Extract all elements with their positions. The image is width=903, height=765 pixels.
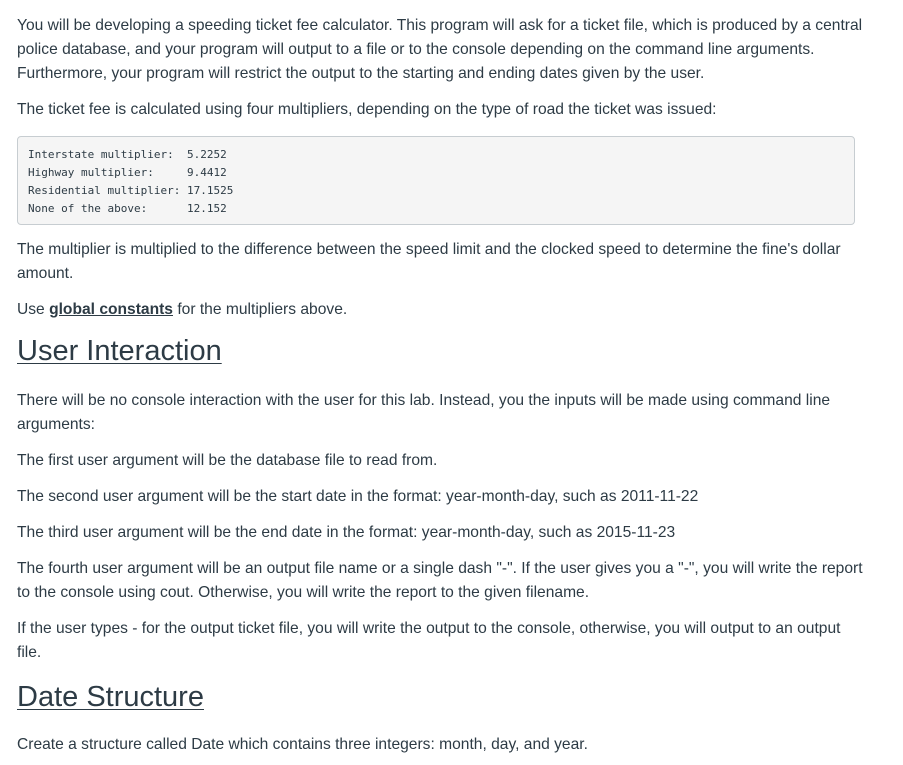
code-value: 5.2252 xyxy=(186,148,227,161)
global-prefix: Use xyxy=(17,301,50,318)
first-argument-paragraph: The first user argument will be the database file to read from. xyxy=(17,452,438,469)
fee-intro-paragraph: The ticket fee is calculated using four multipliers, depending on the type of road the ticket was issued: xyxy=(17,101,717,118)
date-structure-heading: Date Structure xyxy=(17,681,204,713)
multiplier-description: The multiplier is multiplied to the difference between the speed limit and the clocked speed to determine the fine's dollar amount. xyxy=(17,241,841,282)
code-label: Residential multiplier: xyxy=(28,184,181,197)
code-label: None of the above: xyxy=(28,202,148,215)
code-line-highway xyxy=(28,164,854,182)
global-suffix: for the multipliers above. xyxy=(172,301,348,318)
intro-paragraph: You will be developing a speeding ticket fee calculator. This program will ask for a ticket file, which is produced by a central police database, and your program will output to a file or to the console depending on the command line arguments. Furthermore, your program will restrict the output to the starting and ending dates given by the user. xyxy=(17,17,863,82)
no-console-paragraph: There will be no console interaction with the user for this lab. Instead, you the inputs will be made using command line arguments: xyxy=(17,392,831,433)
code-label: Highway multiplier: xyxy=(28,166,154,179)
global-constants-paragraph xyxy=(17,298,863,322)
code-value: 17.1525 xyxy=(186,184,234,197)
code-value: 12.152 xyxy=(186,202,227,215)
code-line-none xyxy=(28,200,854,218)
user-interaction-heading: User Interaction xyxy=(17,335,222,367)
dash-note-paragraph: If the user types - for the output ticket file, you will write the output to the console, otherwise, you will output to an output file. xyxy=(17,620,841,661)
fourth-argument-paragraph: The fourth user argument will be an output file name or a single dash "-". If the user gives you a "-", you will write the report to the console using cout. Otherwise, you will write the report to the given filename. xyxy=(17,560,863,601)
code-line-residential xyxy=(28,182,854,200)
code-value: 9.4412 xyxy=(186,166,227,179)
second-argument-paragraph: The second user argument will be the start date in the format: year-month-day, such as 2011-11-22 xyxy=(17,488,699,505)
global-constants-link[interactable]: global constants xyxy=(49,301,173,318)
code-label: Interstate multiplier: xyxy=(28,148,174,161)
structure-description: Create a structure called Date which contains three integers: month, day, and year. xyxy=(17,736,588,753)
third-argument-paragraph: The third user argument will be the end date in the format: year-month-day, such as 2015-11-23 xyxy=(17,524,676,541)
multiplier-code-block xyxy=(17,136,855,225)
code-line-interstate xyxy=(28,146,854,164)
